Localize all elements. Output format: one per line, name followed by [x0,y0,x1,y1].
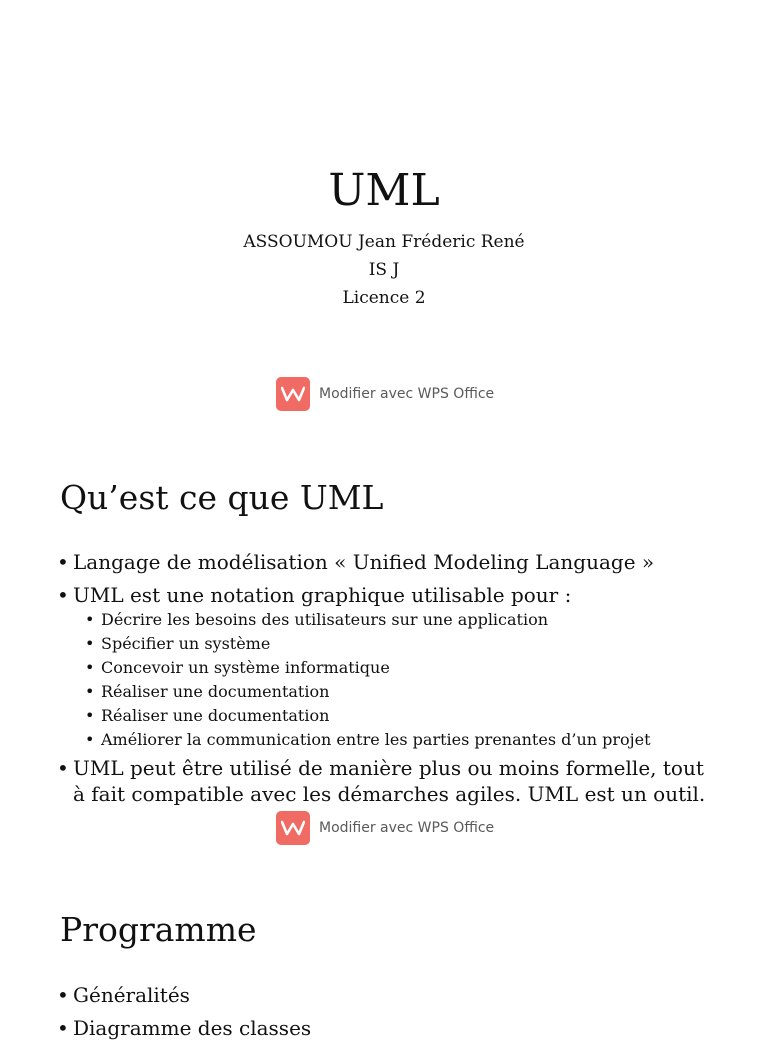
sub-list-item: • Spécifier un système [85,632,717,656]
wps-edit-link[interactable] [276,811,494,845]
sub-list-item: • Réaliser une documentation [85,680,717,704]
list-item: • Généralités [57,982,717,1008]
title-slide [0,0,768,432]
author-name: ASSOUMOU Jean Fréderic René [243,232,525,252]
wps-edit-label: Modifier avec WPS Office [319,386,495,402]
sub-list-item: • Réaliser une documentation [85,704,717,728]
slide-title: UML [328,165,440,216]
list-item-text: UML est une notation graphique utilisable pour : [73,583,572,607]
slide-subtitle [0,228,768,312]
school-name: IS J [368,260,400,280]
sub-bullet-list [85,608,717,752]
wps-edit-label: Modifier avec WPS Office [319,820,495,836]
sub-list-item: • Décrire les besoins des utilisateurs sur une application [85,608,717,632]
list-item: • Diagramme des classes [57,1015,717,1041]
sub-list-item: • Concevoir un système informatique [85,656,717,680]
sub-list-item: • Améliorer la communication entre les parties prenantes d’un projet [85,728,717,752]
list-item: • Langage de modélisation « Unified Modeling Language » [57,549,717,575]
wps-edit-link[interactable] [276,377,494,411]
slide-heading: Programme [60,910,257,949]
list-item [57,582,717,752]
slide-heading: Qu’est ce que UML [60,478,384,517]
wps-logo-icon [276,377,310,411]
list-item: • UML peut être utilisé de manière plus ou moins formelle, tout à fait compatible avec les démarches agiles. UML est un outil. [57,755,717,807]
wps-logo-icon [276,811,310,845]
bullet-list [57,549,717,807]
level-label: Licence 2 [342,288,426,308]
bullet-list [57,982,717,1041]
